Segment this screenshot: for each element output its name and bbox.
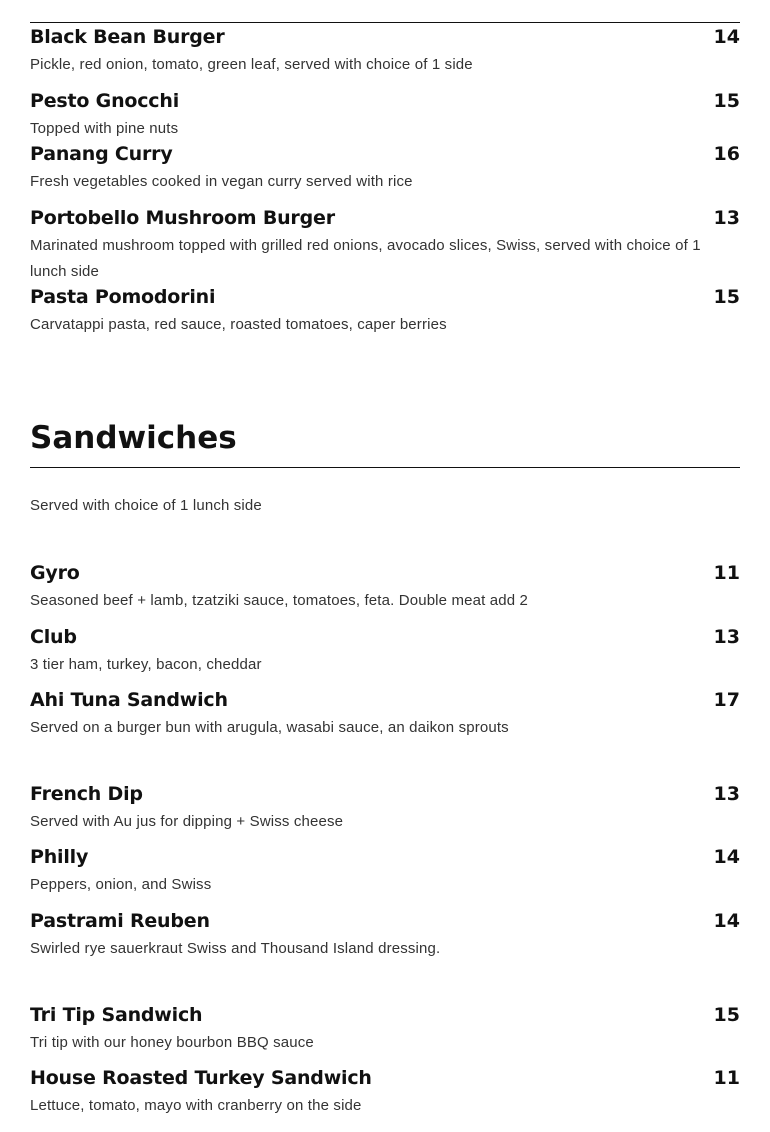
item-price: 13 <box>713 207 740 229</box>
menu-item <box>30 625 740 678</box>
item-price: 13 <box>713 626 740 648</box>
section-title-sandwiches: Sandwiches <box>30 420 237 456</box>
item-description: Marinated mushroom topped with grilled red onions, avocado slices, Swiss, served with choice of 1 lunch side <box>30 237 701 280</box>
item-description: Lettuce, tomato, mayo with cranberry on the side <box>30 1097 362 1114</box>
item-price: 16 <box>713 143 740 165</box>
item-description: Served on a burger bun with arugula, wasabi sauce, an daikon sprouts <box>30 719 509 736</box>
menu-item <box>30 688 740 741</box>
item-name: Portobello Mushroom Burger <box>30 207 335 229</box>
item-name: House Roasted Turkey Sandwich <box>30 1067 372 1089</box>
menu-item <box>30 285 740 338</box>
item-description: Swirled rye sauerkraut Swiss and Thousand Island dressing. <box>30 940 441 957</box>
item-name: Philly <box>30 846 89 868</box>
item-description: Pickle, red onion, tomato, green leaf, served with choice of 1 side <box>30 56 473 73</box>
item-price: 15 <box>713 1004 740 1026</box>
item-price: 13 <box>713 783 740 805</box>
item-name: Gyro <box>30 562 80 584</box>
item-name: Pastrami Reuben <box>30 910 210 932</box>
item-price: 15 <box>713 90 740 112</box>
item-name: Black Bean Burger <box>30 26 225 48</box>
menu-item <box>30 782 740 835</box>
item-price: 11 <box>713 1067 740 1089</box>
item-name: French Dip <box>30 783 143 805</box>
section-note: Served with choice of 1 lunch side <box>30 497 262 514</box>
item-name: Tri Tip Sandwich <box>30 1004 203 1026</box>
item-price: 15 <box>713 286 740 308</box>
item-description: Fresh vegetables cooked in vegan curry served with rice <box>30 173 413 190</box>
menu-item <box>30 561 740 614</box>
item-description: Served with Au jus for dipping + Swiss cheese <box>30 813 344 830</box>
item-price: 11 <box>713 562 740 584</box>
item-name: Pesto Gnocchi <box>30 90 180 112</box>
item-description: Topped with pine nuts <box>30 120 179 137</box>
menu-item <box>30 206 740 285</box>
menu-item <box>30 89 740 142</box>
menu-item <box>30 1066 740 1119</box>
item-price: 14 <box>713 26 740 48</box>
item-price: 14 <box>713 846 740 868</box>
item-price: 17 <box>713 689 740 711</box>
item-description: Peppers, onion, and Swiss <box>30 876 212 893</box>
section-divider-sandwiches <box>30 467 740 468</box>
item-description: Carvatappi pasta, red sauce, roasted tomatoes, caper berries <box>30 316 447 333</box>
menu-item <box>30 845 740 898</box>
item-name: Panang Curry <box>30 143 173 165</box>
menu-item <box>30 142 740 195</box>
item-description: 3 tier ham, turkey, bacon, cheddar <box>30 656 262 673</box>
menu-item <box>30 25 740 78</box>
item-price: 14 <box>713 910 740 932</box>
item-name: Ahi Tuna Sandwich <box>30 689 228 711</box>
item-description: Tri tip with our honey bourbon BBQ sauce <box>30 1034 314 1051</box>
item-name: Pasta Pomodorini <box>30 286 216 308</box>
section-divider-vegetarian <box>30 22 740 23</box>
menu-item <box>30 909 740 962</box>
item-description: Seasoned beef + lamb, tzatziki sauce, tomatoes, feta. Double meat add 2 <box>30 592 529 609</box>
item-name: Club <box>30 626 77 648</box>
menu-item <box>30 1003 740 1056</box>
